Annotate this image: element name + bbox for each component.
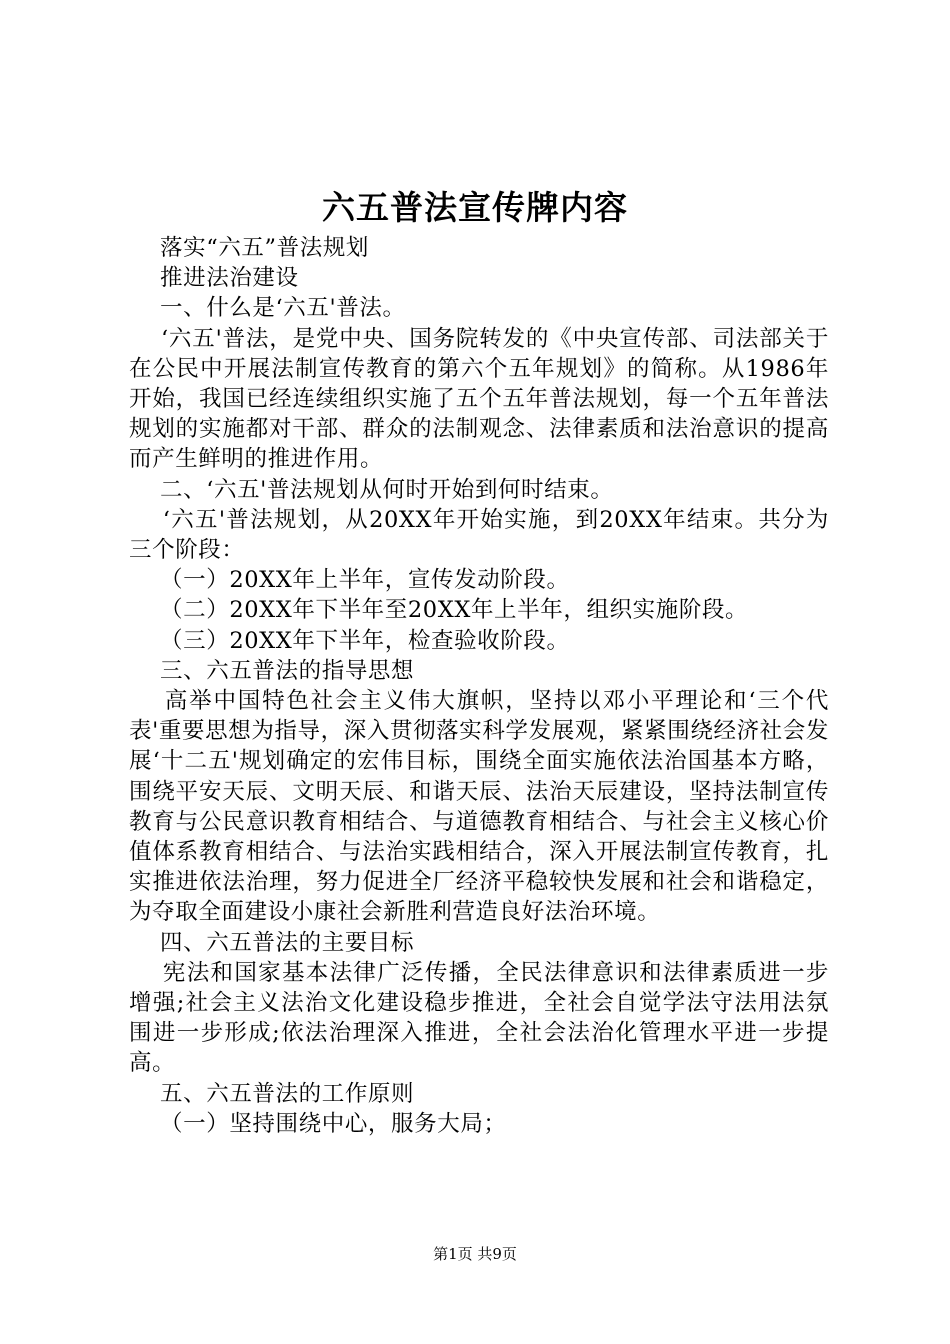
document-body [129, 233, 829, 1139]
stage-item-1: （一）20XX年上半年，宣传发动阶段。 [129, 567, 570, 594]
paragraph-definition: ‘六五'普法，是党中央、国务院转发的《中央宣传部、司法部关于在公民中开展法制宣传教育的第六个五年规划》的简称。从1986年开始，我国已经连续组织实施了五个五年普法规划，每一个五年普法规划的实施都对干部、群众的法制观念、法律素质和法治意识的提高而产生鲜明的推进作用。 [129, 325, 829, 473]
page-indicator: 第1页 共9页 [433, 1245, 517, 1263]
document-title: 六五普法宣传牌内容 [322, 188, 628, 227]
section-heading-1: 一、什么是‘六五'普法。 [129, 295, 406, 322]
section-heading-5: 五、六五普法的工作原则 [129, 1080, 415, 1107]
paragraph-guiding-ideology: 高举中国特色社会主义伟大旗帜，坚持以邓小平理论和‘三个代表'重要思想为指导，深入贯彻落实科学发展观，紧紧围绕经济社会发展‘十二五'规划确定的宏伟目标，围绕全面实施依法治国基本方略，围绕平安天辰、文明天辰、和谐天辰、法治天辰建设，坚持法制宣传教育与公民意识教育相结合、与道德教育相结合、与社会主义核心价值体系教育相结合、与法治实践相结合，深入开展法制宣传教育，扎实推进依法治理，努力促进全厂经济平稳较快发展和社会和谐稳定，为夺取全面建设小康社会新胜利营造良好法治环境。 [129, 688, 830, 926]
section-heading-4: 四、六五普法的主要目标 [129, 929, 415, 956]
section-heading-3: 三、六五普法的指导思想 [129, 657, 415, 684]
paragraph-subtitle-2: 推进法治建设 [129, 265, 299, 292]
paragraph-subtitle-1: 落实“六五”普法规划 [129, 235, 370, 261]
paragraph-main-goals: 宪法和国家基本法律广泛传播，全民法律意识和法律素质进一步增强;社会主义法治文化建设稳步推进，全社会自觉学法守法用法氛围进一步形成;依法治理深入推进，全社会法治化管理水平进一步提高。 [129, 959, 829, 1077]
section-heading-2: 二、‘六五'普法规划从何时开始到何时结束。 [129, 476, 614, 503]
stage-item-3: （三）20XX年下半年，检查验收阶段。 [129, 627, 570, 654]
paragraph-timeline: ‘六五'普法规划，从20XX年开始实施，到20XX年结束。共分为三个阶段： [129, 506, 830, 564]
principle-item-1: （一）坚持围绕中心，服务大局； [129, 1110, 507, 1137]
stage-item-2: （二）20XX年下半年至20XX年上半年，组织实施阶段。 [129, 597, 749, 624]
